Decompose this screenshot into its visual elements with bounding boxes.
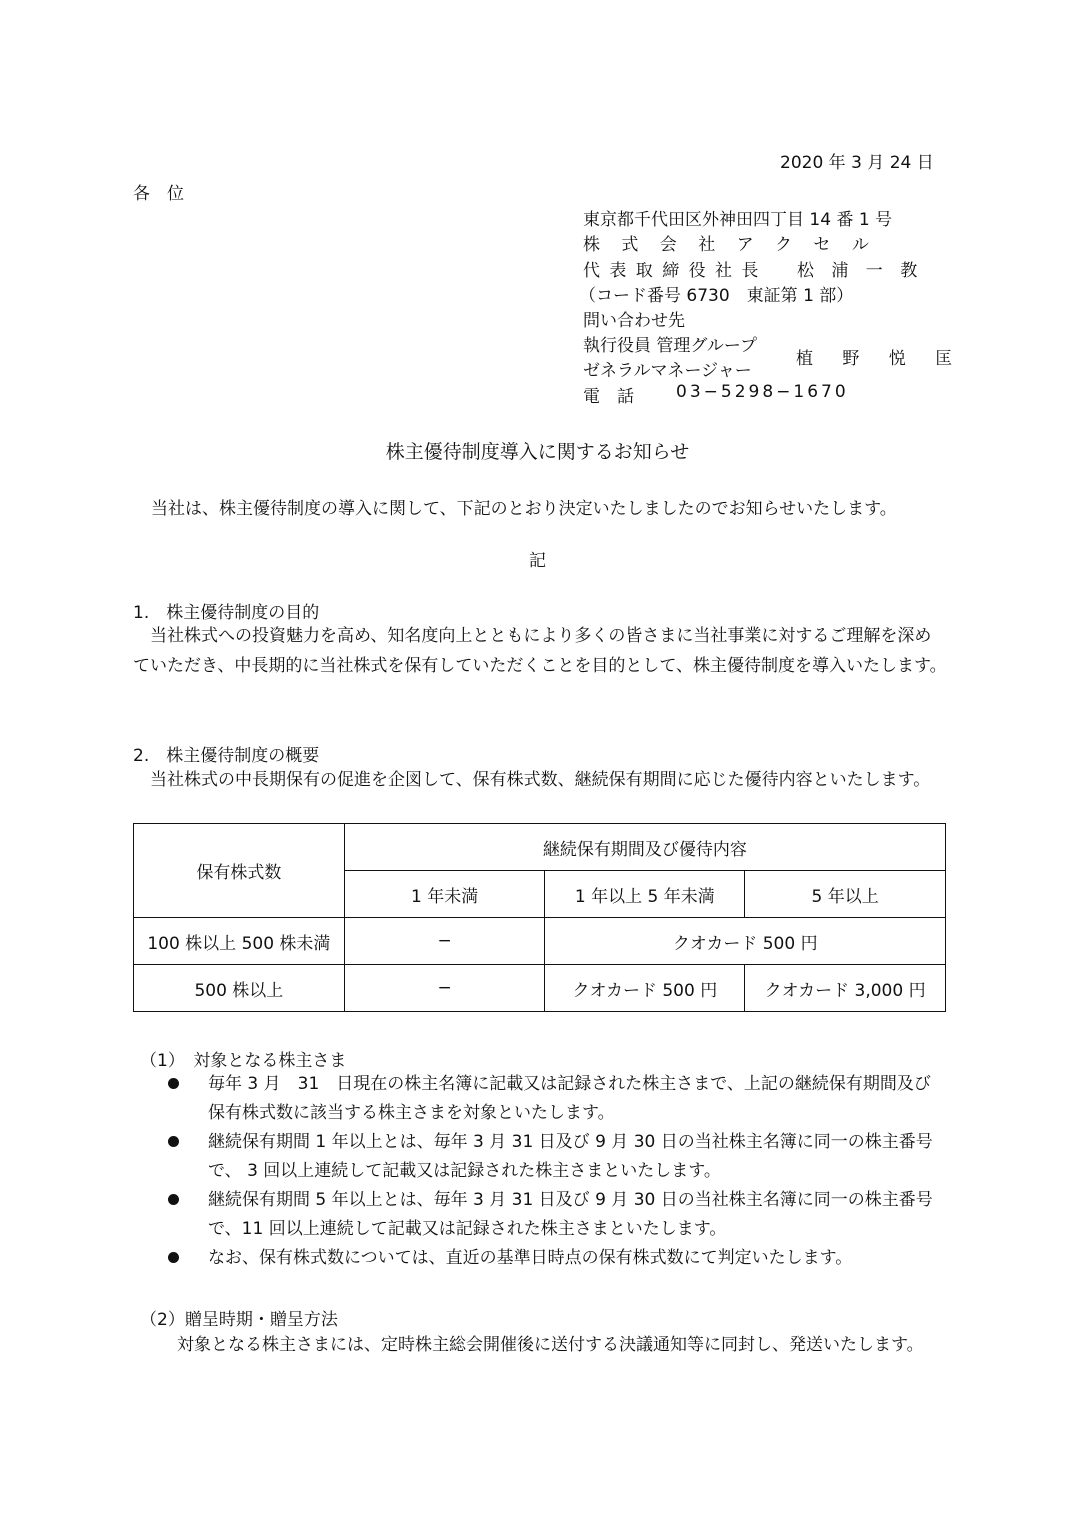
header-period-1to5: 1 年以上 5 年未満 [545,871,745,918]
eligibility-list [168,1070,944,1273]
section1-body: 当社株式への投資魅力を高め、知名度向上とともにより多くの皆さまに当社事業に対するご理解を深めていただき、中長期的に当社株式を保有していただくことを目的として、株主優待制度を導入いたします。 [133,626,947,676]
sub2-body: 対象となる株主さまには、定時株主総会開催後に送付する決議通知等に同封し、発送いたします。 [177,1335,924,1355]
header-period-lt1: 1 年未満 [344,871,545,918]
representative-title: 代 表 取 締 役 社 長 [583,261,761,281]
list-item-text: 継続保有期間 5 年以上とは、毎年 3 月 31 日及び 9 月 30 日の当社株主名簿に同一の株主番号で、11 回以上連続して記載又は記録された株主さまといたします。 [208,1190,933,1239]
cell-shares: 500 株以上 [134,965,345,1012]
header-period-group: 継続保有期間及び優待内容 [344,824,945,871]
ki-mark: 記 [529,551,546,571]
contact-title-line2: ゼネラルマネージャー [583,361,752,381]
cell-lt1: − [344,965,545,1012]
table-header-row [134,824,946,871]
list-item [168,1070,944,1128]
list-item [168,1128,944,1186]
representative-name: 松 浦 一 教 [797,261,924,281]
cell-lt1: − [344,918,545,965]
list-item-text: なお、保有株式数については、直近の基準日時点の保有株式数にて判定いたします。 [208,1248,853,1268]
bullet-icon [168,1252,179,1263]
benefit-table [133,823,946,1012]
cell-shares: 100 株以上 500 株未満 [134,918,345,965]
contact-title-line1: 執行役員 管理グループ [583,336,758,356]
addressee: 各 位 [133,184,184,204]
list-item [168,1186,944,1244]
phone-number: 03−5298−1670 [676,382,849,402]
table-row [134,965,946,1012]
bullet-icon [168,1136,179,1147]
table-row [134,918,946,965]
header-period-ge5: 5 年以上 [745,871,946,918]
contact-label: 問い合わせ先 [583,311,685,331]
document-date: 2020 年 3 月 24 日 [780,153,934,173]
cell-benefit-1to5: クオカード 500 円 [545,965,745,1012]
bullet-icon [168,1078,179,1089]
bullet-icon [168,1194,179,1205]
list-item-text: 毎年 3 月 31 日現在の株主名簿に記載又は記録された株主さまで、上記の継続保有期間及び保有株式数に該当する株主さまを対象といたします。 [208,1074,931,1123]
stock-code: （コード番号 6730 東証第 1 部） [579,286,854,306]
section2-heading: 2. 株主優待制度の概要 [133,746,320,766]
contact-name: 植 野 悦 匡 [796,349,965,369]
list-item-text: 継続保有期間 1 年以上とは、毎年 3 月 31 日及び 9 月 30 日の当社株主名簿に同一の株主番号で、 3 回以上連続して記載又は記録された株主さまといたします。 [208,1132,933,1181]
cell-benefit-merged: クオカード 500 円 [545,918,946,965]
list-item [168,1244,944,1273]
company-address: 東京都千代田区外神田四丁目 14 番 1 号 [583,210,893,230]
header-shares: 保有株式数 [134,824,345,918]
section2-body: 当社株式の中長期保有の促進を企図して、保有株式数、継続保有期間に応じた優待内容といたします。 [150,770,931,790]
intro-paragraph: 当社は、株主優待制度の導入に関して、下記のとおり決定いたしましたのでお知らせいたします。 [151,499,897,519]
sub1-heading: （1） 対象となる株主さま [140,1051,347,1071]
sub2-heading: （2）贈呈時期・贈呈方法 [140,1310,338,1330]
company-name: 株 式 会 社 ア ク セ ル [583,235,877,255]
cell-benefit-ge5: クオカード 3,000 円 [745,965,946,1012]
phone-label: 電 話 [583,387,634,407]
section1-heading: 1. 株主優待制度の目的 [133,603,320,623]
document-title: 株主優待制度導入に関するお知らせ [385,441,690,463]
